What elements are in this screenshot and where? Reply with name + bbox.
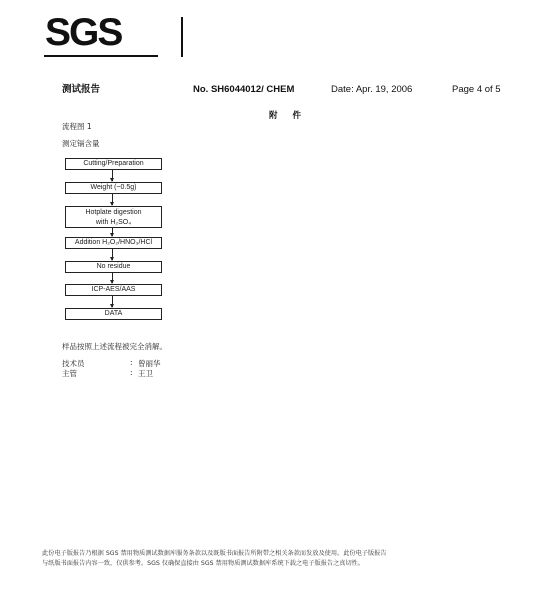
sgs-logo-text: SGS — [45, 11, 122, 54]
flow-step-addition: Addition H₂O₂/HNO₃/HCl — [65, 237, 162, 249]
report-title: 测试报告 — [62, 84, 101, 95]
signature-colon: : — [130, 358, 133, 367]
footer-line-1: 此份电子版报告乃根据 SGS 禁用物质测试数据库服务条款以及既版书面报告所附带之相关条款而发放及使用。此份电子版报告 — [42, 550, 387, 557]
flow-step-digestion — [65, 206, 162, 228]
signature-role: 技术员 — [62, 359, 85, 368]
flow-step-data: DATA — [65, 308, 162, 320]
flow-step-digestion-line1: Hotplate digestion — [85, 209, 142, 216]
flow-step-cutting: Cutting/Preparation — [65, 158, 162, 170]
signature-name: 曾丽华 — [138, 359, 161, 368]
flow-arrow — [112, 194, 113, 205]
appendix-title: 附 件 — [269, 111, 307, 121]
sgs-logo — [44, 11, 142, 58]
report-number: No. SH6044012/ CHEM — [193, 84, 295, 95]
report-date: Date: Apr. 19, 2006 — [331, 84, 413, 95]
signature-name: 王卫 — [138, 369, 153, 378]
flow-step-weight: Weight (~0.5g) — [65, 182, 162, 194]
flow-arrow — [112, 170, 113, 181]
flow-step-icp: ICP-AES/AAS — [65, 284, 162, 296]
digestion-note: 样品按照上述流程被完全消解。 — [62, 342, 167, 351]
signature-colon: : — [130, 368, 133, 377]
signature-supervisor — [62, 368, 262, 378]
logo-underline — [44, 55, 158, 57]
flow-step-no-residue: No residue — [65, 261, 162, 273]
signature-role: 主管 — [62, 369, 77, 378]
footer-disclaimer — [42, 549, 512, 569]
logo-vertical-bar — [181, 17, 183, 57]
flow-arrow — [112, 273, 113, 283]
footer-line-2: 与纸版书面报告内容一致，仅供参考。SGS 仅确保直接由 SGS 禁用物质测试数据库系统下载之电子版报告之真切性。 — [42, 560, 365, 567]
flow-arrow — [112, 296, 113, 307]
flowchart-label: 流程图 1 — [62, 122, 92, 131]
flow-arrow — [112, 228, 113, 236]
flowchart-sub-label: 测定镉含量 — [62, 139, 100, 148]
flow-arrow — [112, 249, 113, 260]
signature-technician — [62, 358, 262, 368]
flow-step-digestion-line2: with H₂SO₄ — [95, 219, 132, 226]
page-number: Page 4 of 5 — [452, 84, 501, 95]
